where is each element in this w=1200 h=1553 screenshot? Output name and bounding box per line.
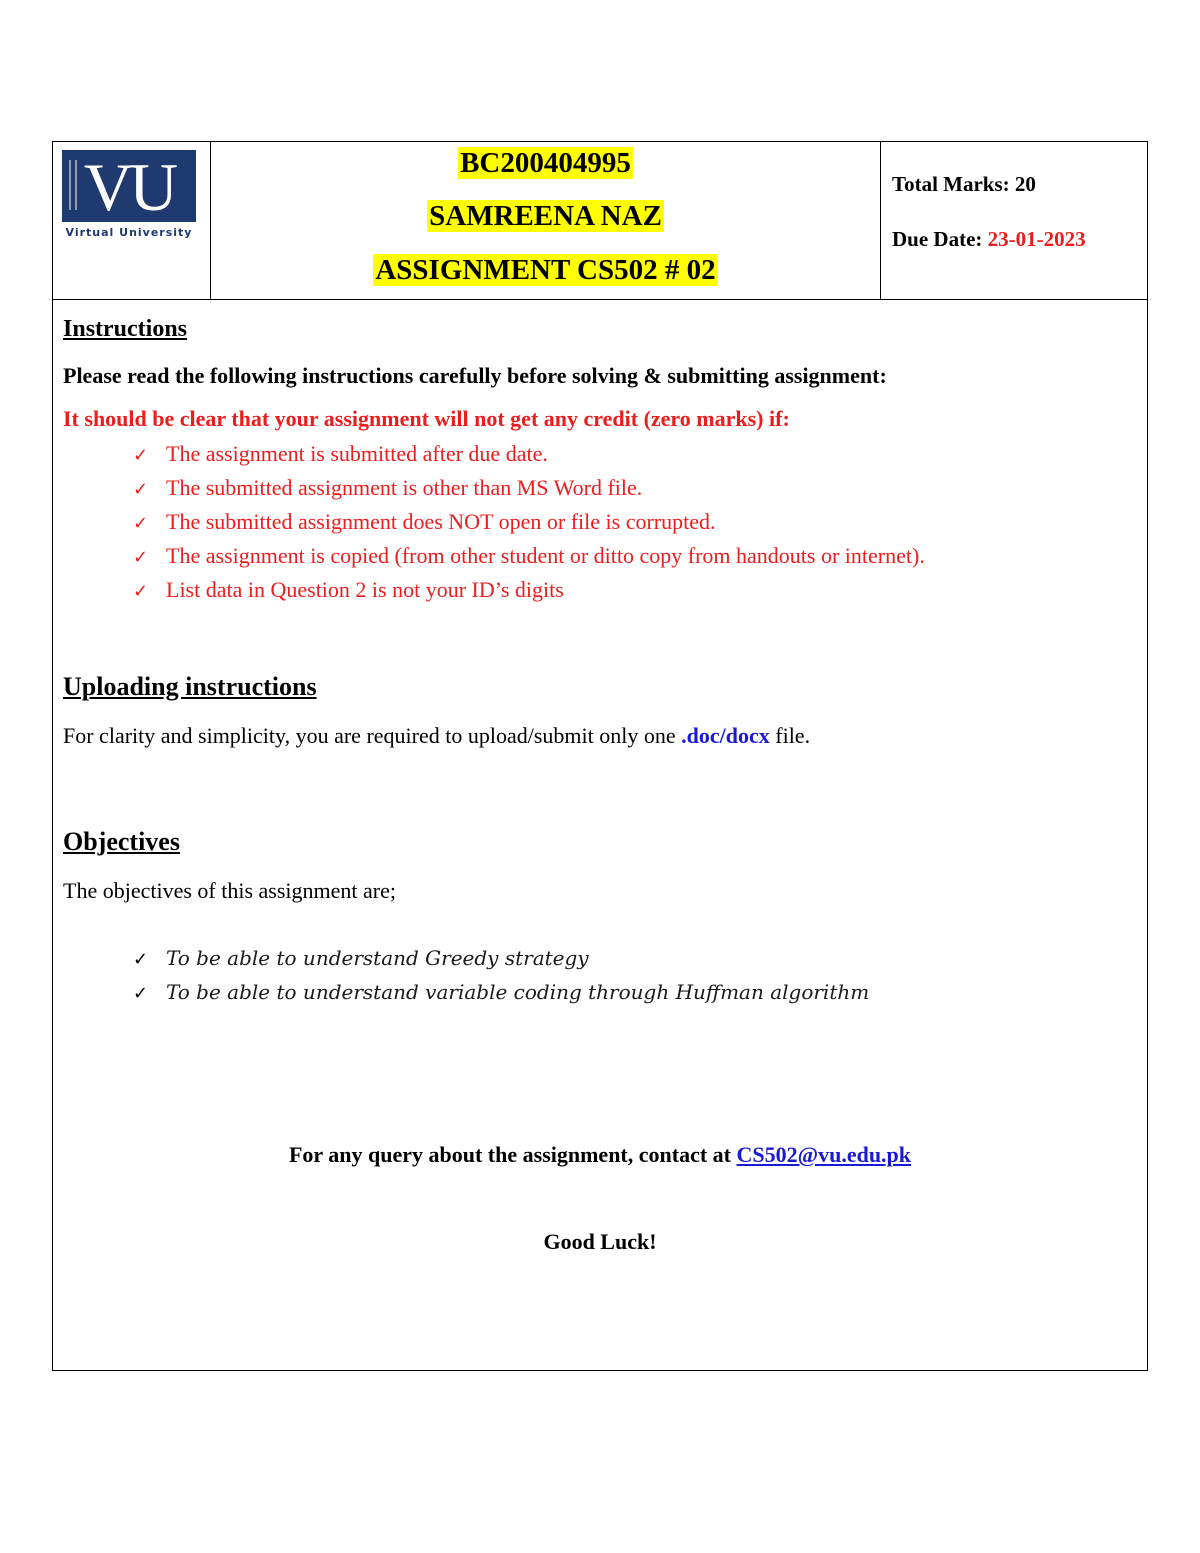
list-item: ✓ The assignment is submitted after due date. [133, 437, 925, 471]
file-type: .doc/docx [681, 723, 770, 748]
assignment-frame [52, 141, 1148, 1371]
title-cell [211, 142, 881, 299]
header-table [53, 142, 1147, 300]
checkmark-icon: ✓ [133, 445, 149, 466]
assignment-title: ASSIGNMENT CS502 # 02 [375, 254, 716, 286]
due-date [892, 226, 1086, 252]
email-link[interactable]: CS502@vu.edu.pk [736, 1142, 912, 1167]
query-contact: For any query about the assignment, contact at CS502@vu.edu.pk [288, 1142, 912, 1167]
logo-cell [53, 142, 211, 299]
due-date-value: 23-01-2023 [987, 227, 1086, 251]
list-item: ✓ To be able to understand Greedy strategy [133, 941, 869, 975]
student-name: SAMREENA NAZ [429, 200, 662, 232]
list-item: ✓ The submitted assignment is other than MS Word file. [133, 471, 925, 505]
uploading-heading: Uploading instructions [63, 672, 317, 701]
vu-logo [62, 150, 196, 240]
checkmark-icon: ✓ [133, 547, 149, 568]
checkmark-icon: ✓ [133, 581, 149, 602]
list-item: ✓ The assignment is copied (from other student or ditto copy from handouts or internet). [133, 539, 925, 573]
list-item: ✓ To be able to understand variable coding through Huffman algorithm [133, 975, 869, 1009]
list-item: ✓ The submitted assignment does NOT open or file is corrupted. [133, 505, 925, 539]
checkmark-icon: ✓ [133, 983, 149, 1004]
instructions-warning: It should be clear that your assignment will not get any credit (zero marks) if: [63, 406, 790, 431]
objectives-heading: Objectives [63, 827, 180, 856]
student-id: BC200404995 [460, 147, 631, 179]
instructions-list [133, 437, 925, 607]
uploading-text: For clarity and simplicity, you are required to upload/submit only one .doc/docx file. [63, 723, 811, 748]
total-marks: Total Marks: 20 [892, 172, 1036, 196]
objectives-intro: The objectives of this assignment are; [63, 878, 396, 903]
good-luck: Good Luck! [543, 1229, 657, 1254]
objectives-list [133, 941, 869, 1009]
checkmark-icon: ✓ [133, 513, 149, 534]
logo-caption: Virtual University [65, 226, 193, 239]
vu-logo-mark [62, 150, 196, 222]
marks-cell [881, 142, 1147, 299]
instructions-intro: Please read the following instructions carefully before solving & submitting assignment: [63, 363, 887, 388]
checkmark-icon: ✓ [133, 479, 149, 500]
checkmark-icon: ✓ [133, 949, 149, 970]
instructions-heading: Instructions [63, 316, 188, 342]
list-item: ✓ List data in Question 2 is not your ID’s digits [133, 573, 925, 607]
due-date-label: Due Date: [892, 227, 988, 251]
svg-text:VU: VU [83, 150, 175, 222]
